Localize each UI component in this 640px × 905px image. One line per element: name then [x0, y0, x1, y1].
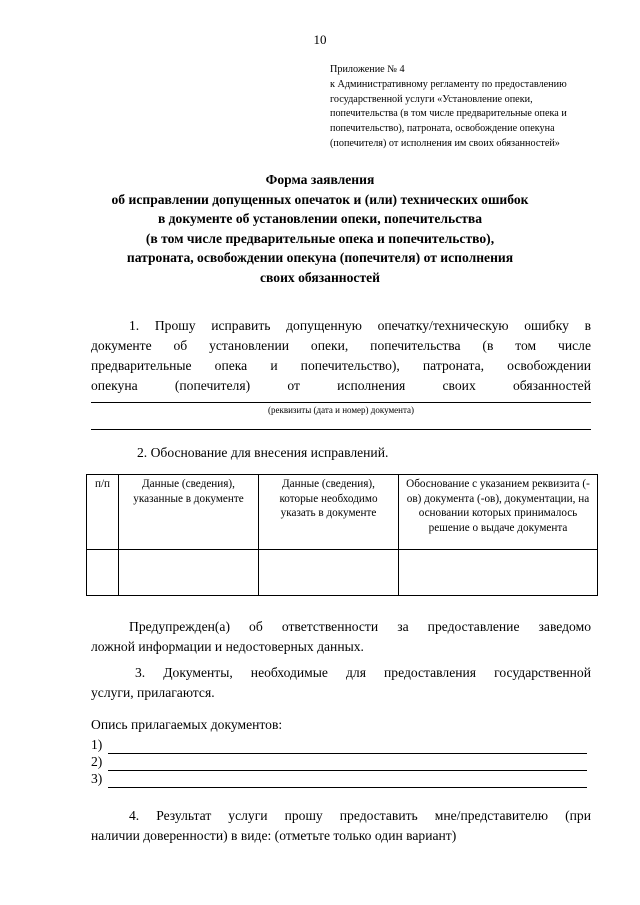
appendix-line: государственной услуги «Установление опеки,	[330, 93, 533, 105]
section-1-line: 1. Прошу исправить допущенную опечатку/техническую ошибку в	[129, 318, 591, 333]
appendix-line: к Административному регламенту по предоставлению	[330, 78, 567, 90]
title-line: в документе об установлении опеки, попечительства	[157, 211, 483, 226]
section-3-line: услуги, прилагаются.	[91, 685, 215, 700]
document-details-field-2[interactable]	[91, 429, 591, 430]
appendix-line: (попечителя) от исполнения им своих обязанностей»	[330, 137, 560, 149]
section-1-paragraph	[91, 316, 591, 396]
section-1-line: документе об установлении опеки, попечительства (в том числе	[91, 338, 591, 353]
table-cell[interactable]	[259, 550, 399, 596]
appendix-line: Приложение № 4	[330, 64, 405, 75]
table-header-cell: Данные (сведения), указанные в документе	[119, 475, 259, 550]
table-header-row	[87, 475, 598, 550]
inventory-title: Опись прилагаемых документов:	[91, 717, 283, 732]
section-3-paragraph	[91, 663, 591, 703]
table-header-cell: п/п	[87, 475, 119, 550]
table-cell[interactable]	[399, 550, 598, 596]
section-1-line: предварительные опека и попечительство), патроната, освобождении	[91, 358, 591, 373]
section-4-line: 4. Результат услуги прошу предоставить мне/представителю (при	[129, 808, 591, 823]
section-3-line: 3. Документы, необходимые для предоставления государственной	[135, 665, 591, 680]
table-header-cell: Данные (сведения), которые необходимо указать в документе	[259, 475, 399, 550]
inventory-item-number: 2)	[91, 754, 103, 769]
title-line: патроната, освобождении опекуна (попечителя) от исполнения	[126, 250, 514, 265]
section-2-heading: 2. Обоснование для внесения исправлений.	[137, 445, 389, 460]
section-1-line: опекуна (попечителя) от исполнения своих обязанностей	[91, 378, 591, 393]
table-cell[interactable]	[119, 550, 259, 596]
title-line: Форма заявления	[265, 172, 375, 187]
inventory-item	[91, 771, 587, 791]
title-line: своих обязанностей	[259, 269, 380, 285]
corrections-table	[86, 474, 598, 596]
form-title	[0, 170, 640, 287]
appendix-note	[330, 63, 620, 152]
table-header-cell: Обоснование с указанием реквизита (-ов) документа (-ов), документации, на основании которых принималось решение о выдаче документа	[399, 475, 598, 550]
inventory-item-number: 3)	[91, 771, 103, 786]
table-row	[87, 550, 598, 596]
section-4-line: наличии доверенности) в виде: (отметьте только один вариант)	[91, 828, 457, 843]
table-cell[interactable]	[87, 550, 119, 596]
section-4-paragraph	[91, 806, 591, 846]
title-line: (в том числе предварительные опека и попечительство),	[145, 230, 495, 246]
inventory-item-field[interactable]	[108, 787, 587, 788]
appendix-line: попечительства (в том числе предварительные опека и	[330, 108, 567, 120]
document-details-caption: (реквизиты (дата и номер) документа)	[267, 405, 415, 415]
document-details-field[interactable]	[91, 402, 591, 403]
appendix-line: попечительство), патроната, освобождение опекуна	[330, 123, 555, 135]
title-line: об исправлении допущенных опечаток и (или) технических ошибок	[111, 191, 529, 207]
warning-line: Предупрежден(а) об ответственности за предоставление заведомо	[129, 619, 591, 634]
inventory-item-number: 1)	[91, 737, 103, 752]
page-number: 10	[313, 32, 327, 47]
warning-line: ложной информации и недостоверных данных.	[91, 639, 364, 654]
warning-paragraph	[91, 617, 591, 657]
